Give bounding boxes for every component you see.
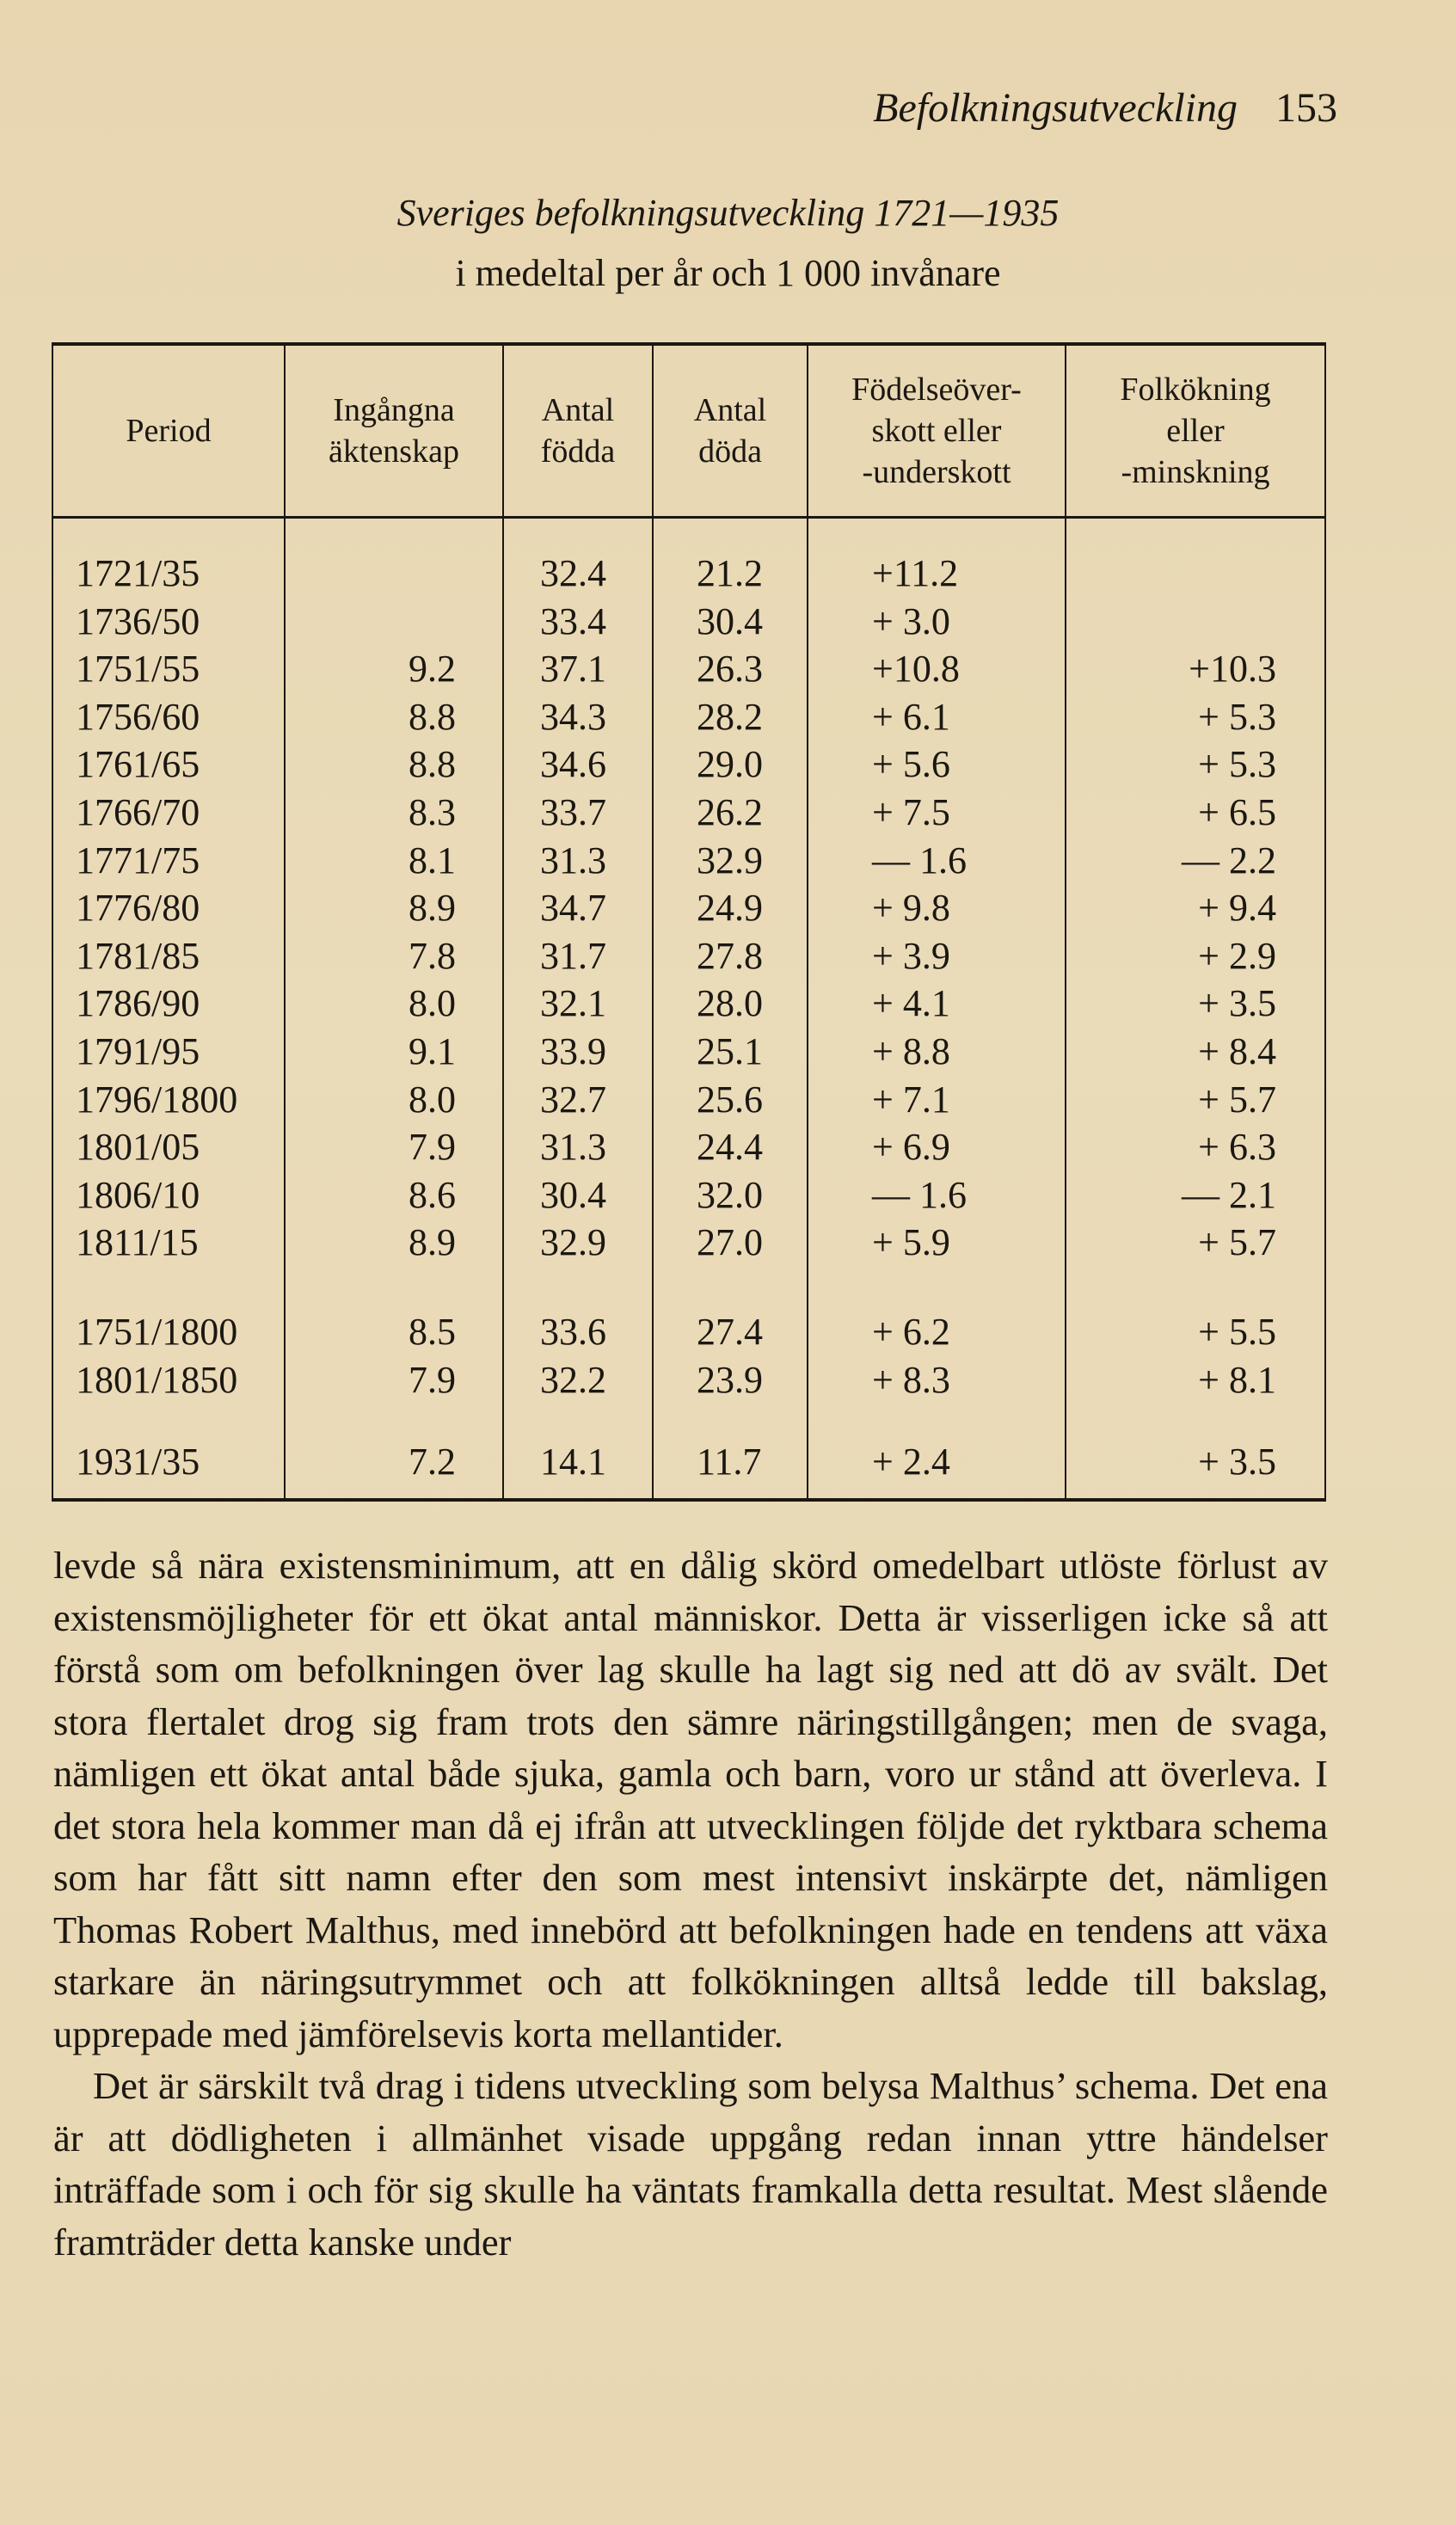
cell-birth-surplus: +10.8	[872, 648, 960, 691]
cell-period: 1801/05	[76, 1126, 200, 1169]
cell-period: 1791/95	[76, 1029, 200, 1072]
cell-birth-surplus: + 3.0	[872, 599, 950, 642]
cell-period: 1736/50	[76, 599, 200, 642]
cell-population-change: — 2.2	[1182, 839, 1276, 882]
cell-marriages: 8.8	[409, 695, 456, 738]
cell-deaths: 23.9	[697, 1358, 763, 1401]
cell-population-change: + 3.5	[1198, 982, 1276, 1025]
cell-birth-surplus: + 2.4	[872, 1441, 950, 1484]
group-spacer	[504, 1404, 652, 1438]
column-deaths	[654, 519, 808, 1498]
population-table	[52, 342, 1326, 1502]
cell-population-change: + 8.4	[1198, 1029, 1276, 1072]
cell-births: 33.7	[540, 790, 606, 833]
cell-marriages: 8.9	[409, 1221, 456, 1264]
table-body	[52, 519, 1326, 1498]
cell-deaths: 28.2	[697, 695, 763, 738]
cell-births: 33.6	[540, 1310, 606, 1353]
cell-births: 31.3	[540, 839, 606, 882]
cell-birth-surplus: + 6.2	[872, 1310, 950, 1353]
column-births	[504, 519, 654, 1498]
table-header-row	[52, 346, 1326, 516]
cell-birth-surplus: + 6.1	[872, 695, 950, 738]
cell-births: 34.6	[540, 743, 606, 786]
cell-period: 1811/15	[76, 1221, 199, 1264]
cell-population-change: + 8.1	[1198, 1358, 1276, 1401]
cell-deaths: 24.4	[697, 1126, 763, 1169]
cell-birth-surplus: + 7.1	[872, 1078, 950, 1121]
cell-birth-surplus: — 1.6	[872, 1173, 967, 1216]
group-spacer	[53, 1404, 284, 1438]
cell-birth-surplus: + 6.9	[872, 1126, 950, 1169]
cell-births: 33.9	[540, 1029, 606, 1072]
running-head	[757, 84, 1337, 132]
cell-period: 1751/1800	[76, 1310, 238, 1353]
header-birth-surplus: Födelseöver- skott eller -underskott	[808, 346, 1066, 516]
group-spacer	[53, 1267, 284, 1308]
cell-period: 1796/1800	[76, 1078, 238, 1121]
cell-marriages: 8.0	[409, 1078, 456, 1121]
cell-deaths: 25.1	[697, 1029, 763, 1072]
group-spacer	[654, 1404, 807, 1438]
cell-period: 1756/60	[76, 695, 200, 738]
paragraph: levde så nära existensminimum, att en dålig skörd omedelbart utlöste förlust av existensmöjligheter för ett ökat antal människor. Detta är visserligen icke så att förstå som om befolkningen över lag skulle ha lagt sig ned att dö av svält. Det stora flertalet drog sig fram trots den sämre näringstillgången; men de svaga, nämligen ett ökat antal både sjuka, gamla och barn, voro ur stånd att överleva. I det stora hela kommer man då ej ifrån att utvecklingen följde det ryktbara schema som har fått sitt namn efter den som mest intensivt inskärpte det, nämligen Thomas Robert Malthus, med innebörd att befolkningen hade en tendens att växa starkare än näringsutrymmet och att folkökningen alltså ledde till bakslag, upprepade med jämförelsevis korta mellantider.	[53, 1544, 1328, 2055]
cell-birth-surplus: + 5.6	[872, 743, 950, 786]
cell-births: 37.1	[540, 648, 606, 691]
cell-births: 30.4	[540, 1173, 606, 1216]
cell-population-change: + 5.5	[1198, 1310, 1276, 1353]
cell-marriages: 7.2	[409, 1441, 456, 1484]
running-title: Befolkningsutveckling	[873, 85, 1238, 131]
cell-period: 1931/35	[76, 1441, 200, 1484]
cell-deaths: 27.8	[697, 934, 763, 977]
paragraph: Det är särskilt två drag i tidens utveckling som belysa Malthus’ schema. Det ena är att dödligheten i allmänhet visade uppgång redan innan yttre händelser inträffade som i och för sig skulle ha väntats framkalla detta resultat. Mest slående framträder detta kanske under	[53, 2064, 1328, 2264]
cell-marriages: 8.5	[409, 1310, 456, 1353]
header-population-change: Folkökning eller -minskning	[1066, 346, 1326, 516]
cell-marriages: 8.6	[409, 1173, 456, 1216]
cell-period: 1751/55	[76, 648, 200, 691]
cell-period: 1776/80	[76, 887, 200, 930]
table-caption-subtitle: i medeltal per år och 1 000 invånare	[455, 252, 1001, 294]
cell-marriages: 8.9	[409, 887, 456, 930]
cell-population-change: + 2.9	[1198, 934, 1276, 977]
cell-marriages: 7.9	[409, 1358, 456, 1401]
table-bottom-rule	[52, 1498, 1326, 1502]
cell-population-change: + 5.7	[1198, 1221, 1276, 1264]
group-spacer	[1066, 1404, 1324, 1438]
cell-deaths: 29.0	[697, 743, 763, 786]
header-marriages: Ingångna äktenskap	[286, 346, 504, 516]
cell-birth-surplus: + 8.3	[872, 1358, 950, 1401]
cell-population-change: + 6.5	[1198, 790, 1276, 833]
cell-deaths: 32.9	[697, 839, 763, 882]
cell-births: 32.2	[540, 1358, 606, 1401]
group-spacer	[1066, 1267, 1324, 1308]
cell-period: 1786/90	[76, 982, 200, 1025]
cell-birth-surplus: — 1.6	[872, 839, 967, 882]
cell-marriages: 8.8	[409, 743, 456, 786]
cell-deaths: 30.4	[697, 599, 763, 642]
cell-marriages: 8.3	[409, 790, 456, 833]
cell-population-change	[1066, 550, 1324, 598]
cell-births: 34.3	[540, 695, 606, 738]
column-marriages	[286, 519, 504, 1498]
cell-marriages: 7.8	[409, 934, 456, 977]
cell-marriages: 8.0	[409, 982, 456, 1025]
cell-population-change: + 9.4	[1198, 887, 1276, 930]
cell-birth-surplus: +11.2	[872, 552, 959, 594]
group-spacer	[286, 1404, 502, 1438]
cell-deaths: 26.3	[697, 648, 763, 691]
column-period	[52, 519, 286, 1498]
cell-population-change	[1066, 598, 1324, 646]
cell-deaths: 25.6	[697, 1078, 763, 1121]
cell-deaths: 28.0	[697, 982, 763, 1025]
group-spacer	[504, 1267, 652, 1308]
cell-population-change: + 5.3	[1198, 743, 1276, 786]
cell-deaths: 11.7	[697, 1441, 762, 1484]
table-caption-title: Sveriges befolkningsutveckling 1721—1935	[396, 192, 1060, 234]
cell-population-change: + 3.5	[1198, 1441, 1276, 1484]
cell-deaths: 24.9	[697, 887, 763, 930]
cell-deaths: 26.2	[697, 790, 763, 833]
cell-deaths: 21.2	[697, 552, 763, 594]
group-spacer	[808, 1404, 1065, 1438]
cell-births: 33.4	[540, 599, 606, 642]
cell-population-change: + 6.3	[1198, 1126, 1276, 1169]
cell-population-change: — 2.1	[1182, 1173, 1276, 1216]
cell-marriages	[286, 598, 502, 646]
cell-birth-surplus: + 8.8	[872, 1029, 950, 1072]
cell-period: 1766/70	[76, 790, 200, 833]
header-births: Antal födda	[504, 346, 654, 516]
cell-births: 31.3	[540, 1126, 606, 1169]
cell-births: 14.1	[540, 1441, 606, 1484]
cell-births: 32.4	[540, 552, 606, 594]
cell-period: 1801/1850	[76, 1358, 238, 1401]
cell-birth-surplus: + 9.8	[872, 887, 950, 930]
cell-population-change: +10.3	[1189, 648, 1276, 691]
group-spacer	[808, 1267, 1065, 1308]
column-birth-surplus	[808, 519, 1066, 1498]
header-period: Period	[52, 346, 286, 516]
cell-births: 32.1	[540, 982, 606, 1025]
cell-marriages	[286, 550, 502, 598]
cell-period: 1721/35	[76, 552, 200, 594]
cell-population-change: + 5.7	[1198, 1078, 1276, 1121]
cell-period: 1781/85	[76, 934, 200, 977]
cell-births: 32.7	[540, 1078, 606, 1121]
column-population-change	[1066, 519, 1326, 1498]
cell-births: 32.9	[540, 1221, 606, 1264]
cell-marriages: 9.1	[409, 1029, 456, 1072]
cell-marriages: 7.9	[409, 1126, 456, 1169]
cell-population-change: + 5.3	[1198, 695, 1276, 738]
cell-marriages: 9.2	[409, 648, 456, 691]
cell-period: 1771/75	[76, 839, 200, 882]
cell-marriages: 8.1	[409, 839, 456, 882]
cell-birth-surplus: + 3.9	[872, 934, 950, 977]
cell-deaths: 27.4	[697, 1310, 763, 1353]
page-number: 153	[1275, 85, 1337, 131]
group-spacer	[654, 1267, 807, 1308]
cell-deaths: 27.0	[697, 1221, 763, 1264]
header-deaths: Antal döda	[654, 346, 808, 516]
cell-deaths: 32.0	[697, 1173, 763, 1216]
cell-period: 1806/10	[76, 1173, 200, 1216]
cell-birth-surplus: + 7.5	[872, 790, 950, 833]
cell-birth-surplus: + 4.1	[872, 982, 950, 1025]
body-text	[53, 1539, 1328, 2268]
cell-births: 34.7	[540, 887, 606, 930]
cell-birth-surplus: + 5.9	[872, 1221, 950, 1264]
cell-births: 31.7	[540, 934, 606, 977]
group-spacer	[286, 1267, 502, 1308]
cell-period: 1761/65	[76, 743, 200, 786]
